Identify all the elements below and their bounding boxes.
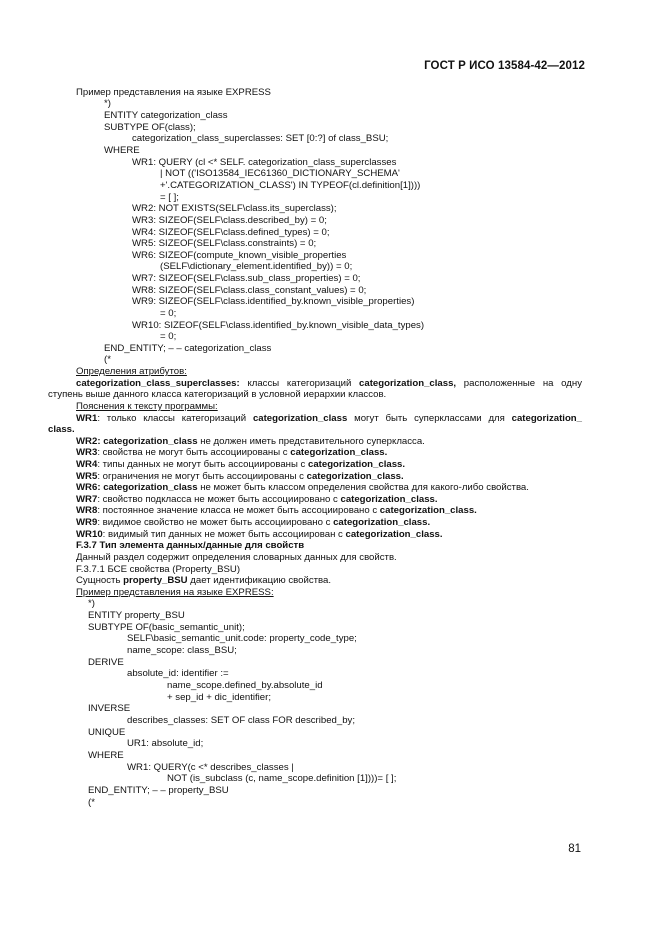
text-run: Сущность bbox=[76, 575, 124, 586]
note-item bbox=[76, 505, 477, 516]
note-label: WR9 bbox=[76, 517, 98, 528]
attributes-title: Определения атрибутов: bbox=[76, 366, 187, 377]
note-item bbox=[76, 482, 529, 493]
subsection-heading: F.3.7.1 БСЕ свойства (Property_BSU) bbox=[76, 564, 241, 575]
example-title: Пример представления на языке EXPRESS bbox=[76, 87, 271, 98]
code-line: WHERE bbox=[104, 145, 140, 156]
text-run: categorization_class. bbox=[308, 459, 406, 470]
code-line: WR1: QUERY(c <* describes_classes | bbox=[127, 762, 294, 773]
code-line: WR8: SIZEOF(SELF\class.class_constant_values) = 0; bbox=[132, 285, 367, 296]
text-run: categorization_class. bbox=[345, 529, 443, 540]
example-title-2: Пример представления на языке EXPRESS: bbox=[76, 587, 274, 598]
code-line: (* bbox=[88, 797, 95, 808]
text-run: : типы данных не могут быть ассоциированы с bbox=[97, 459, 308, 470]
code-line: categorization_class_superclasses: SET [0:?] of class_BSU; bbox=[132, 133, 389, 144]
attribute-paragraph bbox=[76, 378, 582, 389]
code-line: *) bbox=[104, 98, 111, 109]
code-line: *) bbox=[88, 598, 95, 609]
text-run: : постоянное значение класса не может быть ассоциировано с bbox=[97, 505, 380, 516]
text-run: property_BSU bbox=[123, 575, 188, 586]
code-line: WR1: QUERY (cl <* SELF. categorization_class_superclasses bbox=[132, 157, 397, 168]
code-line: SELF\basic_semantic_unit.code: property_code_type; bbox=[127, 633, 357, 644]
note-item bbox=[76, 494, 438, 505]
code-line: END_ENTITY; – – property_BSU bbox=[88, 785, 229, 796]
text-run: categorization_class. bbox=[340, 494, 438, 505]
text-run: : свойство подкласса не может быть ассоциировано с bbox=[97, 494, 341, 505]
code-line: SUBTYPE OF(basic_semantic_unit); bbox=[88, 622, 245, 633]
text-run: не может быть классом определения свойства для какого-либо свойства. bbox=[197, 482, 529, 493]
text-run: categorization_class bbox=[103, 482, 198, 493]
code-line: = 0; bbox=[160, 331, 177, 342]
note-wr1-cont: class. bbox=[48, 424, 75, 435]
note-item bbox=[76, 436, 425, 447]
code-line: WR5: SIZEOF(SELF\class.constraints) = 0; bbox=[132, 238, 317, 249]
note-item bbox=[76, 517, 430, 528]
note-label: WR7 bbox=[76, 494, 98, 505]
code-line: WR9: SIZEOF(SELF\class.identified_by.known_visible_properties) bbox=[132, 296, 415, 307]
note-item bbox=[76, 529, 443, 540]
page-number: 81 bbox=[568, 843, 581, 855]
text-run: дает идентификацию свойства. bbox=[187, 575, 332, 586]
text-run: : видимое свойство не может быть ассоциировано с bbox=[97, 517, 334, 528]
text-run: : только классы категоризаций bbox=[97, 413, 253, 424]
code-line: WR7: SIZEOF(SELF\class.sub_class_properties) = 0; bbox=[132, 273, 361, 284]
section-intro: Данный раздел содержит определения словарных данных для свойств. bbox=[76, 552, 397, 563]
code-line: ENTITY categorization_class bbox=[104, 110, 228, 121]
note-label: WR4 bbox=[76, 459, 98, 470]
section-heading: F.3.7 Тип элемента данных/данные для свойств bbox=[76, 540, 305, 551]
text-run: не должен иметь представительного суперкласса. bbox=[197, 436, 425, 447]
attribute-name: categorization_class_superclasses: bbox=[76, 378, 240, 389]
note-label: WR2: bbox=[76, 436, 104, 447]
text-run: categorization_ bbox=[511, 413, 582, 424]
code-line: WHERE bbox=[88, 750, 124, 761]
code-line: (* bbox=[104, 354, 111, 365]
text-run: классы категоризаций bbox=[239, 378, 360, 389]
code-line: DERIVE bbox=[88, 657, 124, 668]
code-line: | NOT (('ISO13584_IEC61360_DICTIONARY_SCHEMA' bbox=[160, 168, 400, 179]
entity-description bbox=[76, 575, 331, 586]
text-run: расположенные на одну bbox=[456, 378, 582, 389]
code-line: END_ENTITY; – – categorization_class bbox=[104, 343, 272, 354]
text-run: categorization_class, bbox=[359, 378, 457, 389]
text-run: : ограничения не могут быть ассоциированы с bbox=[97, 471, 307, 482]
code-line: WR10: SIZEOF(SELF\class.identified_by.known_visible_data_types) bbox=[132, 320, 425, 331]
note-wr1 bbox=[76, 413, 582, 424]
code-line: = 0; bbox=[160, 308, 177, 319]
code-line: describes_classes: SET OF class FOR described_by; bbox=[127, 715, 356, 726]
code-line: NOT (is_subclass (c, name_scope.definition [1])))= [ ]; bbox=[167, 773, 397, 784]
code-line: WR4: SIZEOF(SELF\class.defined_types) = 0; bbox=[132, 227, 330, 238]
text-run: categorization_class. bbox=[333, 517, 431, 528]
text-run: categorization_class bbox=[103, 436, 198, 447]
note-label: WR3 bbox=[76, 447, 98, 458]
text-run: categorization_class. bbox=[290, 447, 388, 458]
notes-title: Пояснения к тексту программы: bbox=[76, 401, 218, 412]
note-item bbox=[76, 447, 387, 458]
note-label: WR1 bbox=[76, 413, 98, 424]
text-run: : свойства не могут быть ассоциированы с bbox=[97, 447, 291, 458]
code-line: +'.CATEGORIZATION_CLASS') IN TYPEOF(cl.definition[1]))) bbox=[160, 180, 421, 191]
code-line: SUBTYPE OF(class); bbox=[104, 122, 196, 133]
code-line: UR1: absolute_id; bbox=[127, 738, 204, 749]
code-line: INVERSE bbox=[88, 703, 131, 714]
text-run: categorization_class bbox=[252, 413, 348, 424]
code-line: WR3: SIZEOF(SELF\class.described_by) = 0; bbox=[132, 215, 327, 226]
note-label: WR8 bbox=[76, 505, 98, 516]
note-label: WR5 bbox=[76, 471, 98, 482]
code-line: = [ ]; bbox=[160, 192, 179, 203]
code-line: WR6: SIZEOF(compute_known_visible_properties bbox=[132, 250, 347, 261]
note-label: WR6: bbox=[76, 482, 104, 493]
text-run: могут быть суперклассами для bbox=[347, 413, 512, 424]
code-line: (SELF\dictionary_element.identified_by)) = 0; bbox=[160, 261, 353, 272]
note-label: WR10 bbox=[76, 529, 103, 540]
code-line: name_scope.defined_by.absolute_id bbox=[167, 680, 323, 691]
note-item bbox=[76, 471, 404, 482]
code-line: ENTITY property_BSU bbox=[88, 610, 185, 621]
text-run: categorization_class. bbox=[306, 471, 404, 482]
note-item bbox=[76, 459, 405, 470]
document-header: ГОСТ Р ИСО 13584-42—2012 bbox=[424, 60, 585, 72]
code-line: absolute_id: identifier := bbox=[127, 668, 229, 679]
text-run: : видимый тип данных не может быть ассоциирован с bbox=[102, 529, 346, 540]
code-line: + sep_id + dic_identifier; bbox=[167, 692, 271, 703]
attribute-paragraph-cont: ступень выше данного класса категоризаций в условной иерархии классов. bbox=[48, 389, 387, 400]
code-line: WR2: NOT EXISTS(SELF\class.its_superclass); bbox=[132, 203, 337, 214]
code-line: name_scope: class_BSU; bbox=[127, 645, 237, 656]
code-line: UNIQUE bbox=[88, 727, 126, 738]
text-run: categorization_class. bbox=[379, 505, 477, 516]
